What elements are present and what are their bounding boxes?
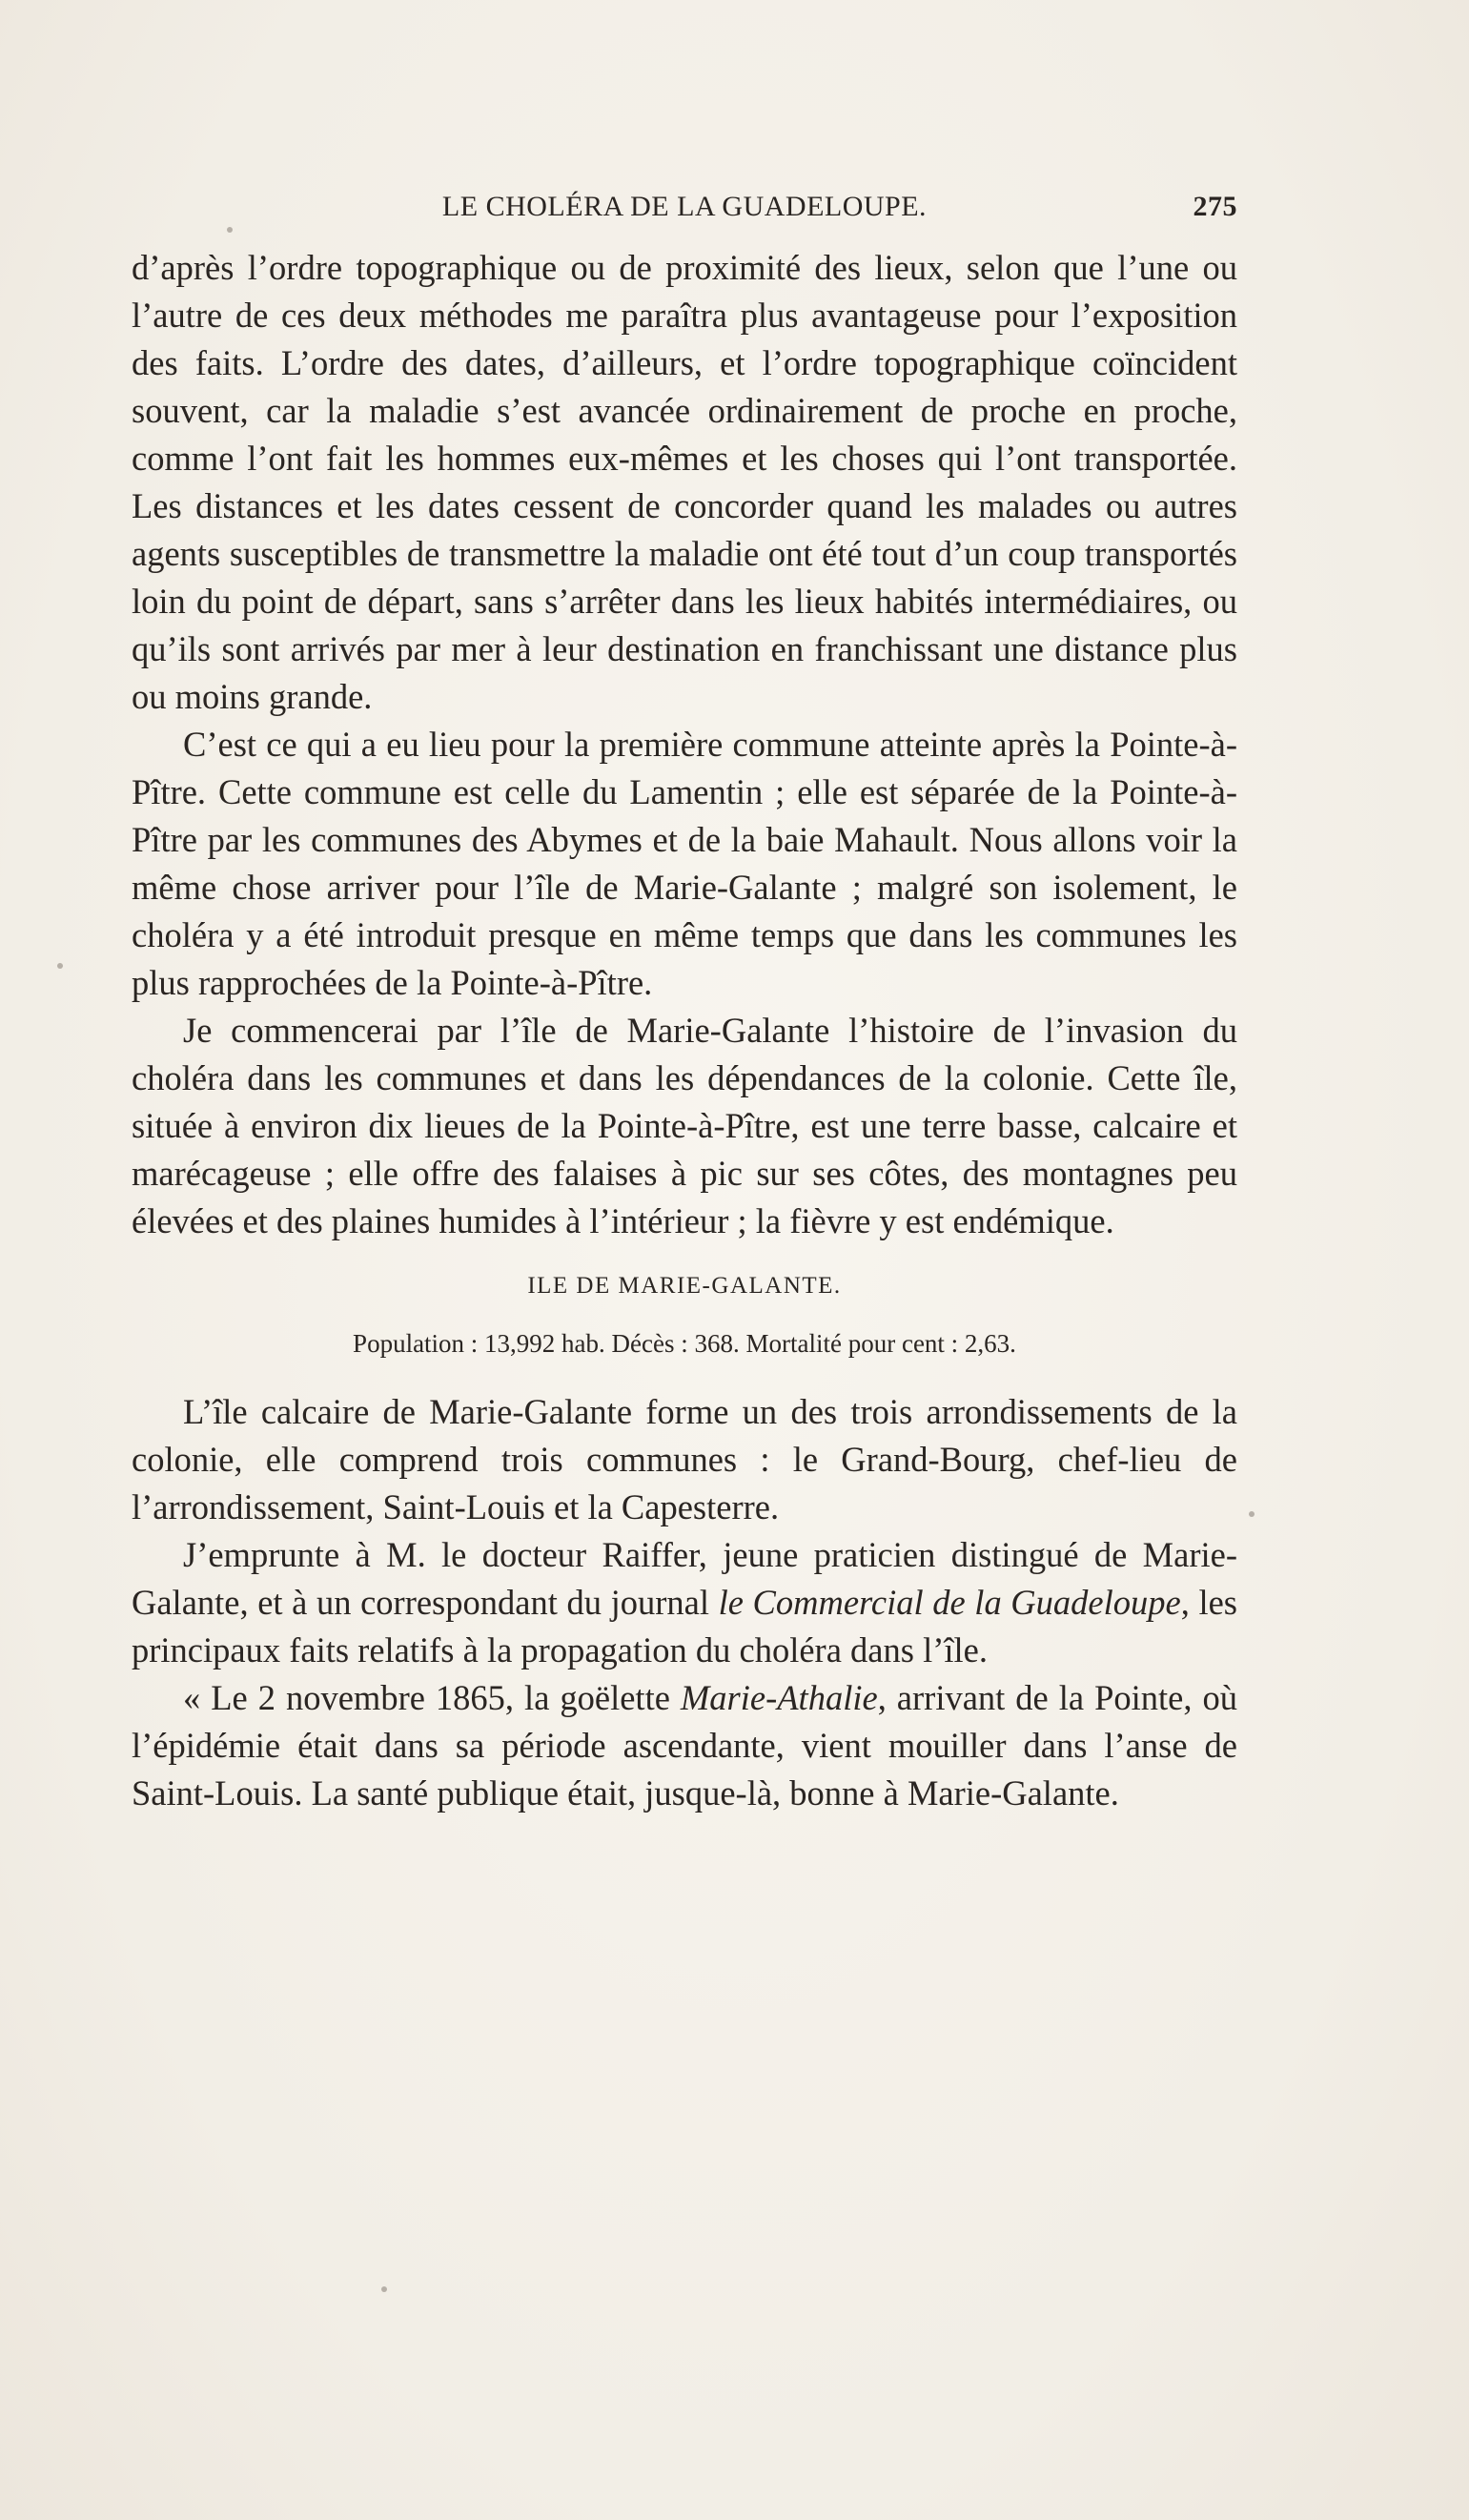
ship-name: Marie-Athalie bbox=[680, 1678, 878, 1717]
paragraph-sources-text-1: J’emprunte à M. le docteur Raiffer, jeune praticien distingué de Marie-Galante, et à un correspondant du journal bbox=[132, 1535, 1237, 1622]
quote-text-1: « Le 2 novembre 1865, la goëlette bbox=[183, 1678, 681, 1717]
quote-text-2: , arrivant de la Pointe, où l’épidémie était dans sa période ascendante, vient mouiller dans l’anse de Saint-Louis. La santé publique était, jusque-là, bonne à Marie-Galante. bbox=[132, 1678, 1237, 1813]
body-text bbox=[132, 244, 1237, 1817]
paragraph-lamentin: C’est ce qui a eu lieu pour la première commune atteinte après la Pointe-à-Pître. Cette commune est celle du Lamentin ; elle est séparée de la Pointe-à-Pître par les communes des Abymes et de la baie Mahault. Nous allons voir la même chose arriver pour l’île de Marie-Galante ; malgré son isolement, le choléra y a été introduit presque en même temps que dans les communes les plus rapprochées de la Pointe-à-Pître. bbox=[132, 725, 1237, 1002]
running-title: LE CHOLÉRA DE LA GUADELOUPE. bbox=[441, 191, 928, 222]
paper-speck bbox=[381, 2286, 387, 2292]
paragraph-arrondissements: L’île calcaire de Marie-Galante forme un des trois arrondissements de la colonie, elle comprend trois communes : le Grand-Bourg, chef-lieu de l’arrondissement, Saint-Louis et la Capesterre. bbox=[132, 1392, 1237, 1526]
paper-speck bbox=[227, 227, 233, 233]
paragraph-continuation: d’après l’ordre topographique ou de proximité des lieux, selon que l’une ou l’autre de ces deux méthodes me paraîtra plus avantageuse pour l’exposition des faits. L’ordre des dates, d’ailleurs, et l’ordre topographique coïncident souvent, car la maladie s’est avancée ordinairement de proche en proche, comme l’ont fait les hommes eux-mêmes et les choses qui l’ont transportée. Les distances et les dates cessent de concorder quand les malades ou autres agents susceptibles de transmettre la maladie ont été tout d’un coup transportés loin du point de départ, sans s’arrêter dans les lieux habités intermédiaires, ou qu’ils sont arrivés par mer à leur destination en franchissant une distance plus ou moins grande. bbox=[132, 248, 1237, 716]
page-number: 275 bbox=[1193, 191, 1237, 222]
population-statistics: Population : 13,992 hab. Décès : 368. Mortalité pour cent : 2,63. bbox=[353, 1329, 1016, 1358]
running-head bbox=[132, 191, 1237, 229]
paragraph-quote-goelette bbox=[132, 1674, 1237, 1817]
paragraph-sources-text-2: , les principaux faits relatifs à la propagation du choléra dans l’île. bbox=[132, 1583, 1237, 1670]
journal-title: le Commercial de la Guadeloupe bbox=[718, 1583, 1181, 1622]
section-heading: ILE DE MARIE-GALANTE. bbox=[527, 1273, 842, 1299]
paragraph-marie-galante-intro: Je commencerai par l’île de Marie-Galante l’histoire de l’invasion du choléra dans les communes et dans les dépendances de la colonie. Cette île, située à environ dix lieues de la Pointe-à-Pître, est une terre basse, calcaire et marécageuse ; elle offre des falaises à pic sur ses côtes, des montagnes peu élevées et des plaines humides à l’intérieur ; la fièvre y est endémique. bbox=[132, 1011, 1237, 1240]
paper-speck bbox=[57, 963, 63, 969]
paper-speck bbox=[1249, 1511, 1255, 1517]
paragraph-sources bbox=[132, 1531, 1237, 1674]
